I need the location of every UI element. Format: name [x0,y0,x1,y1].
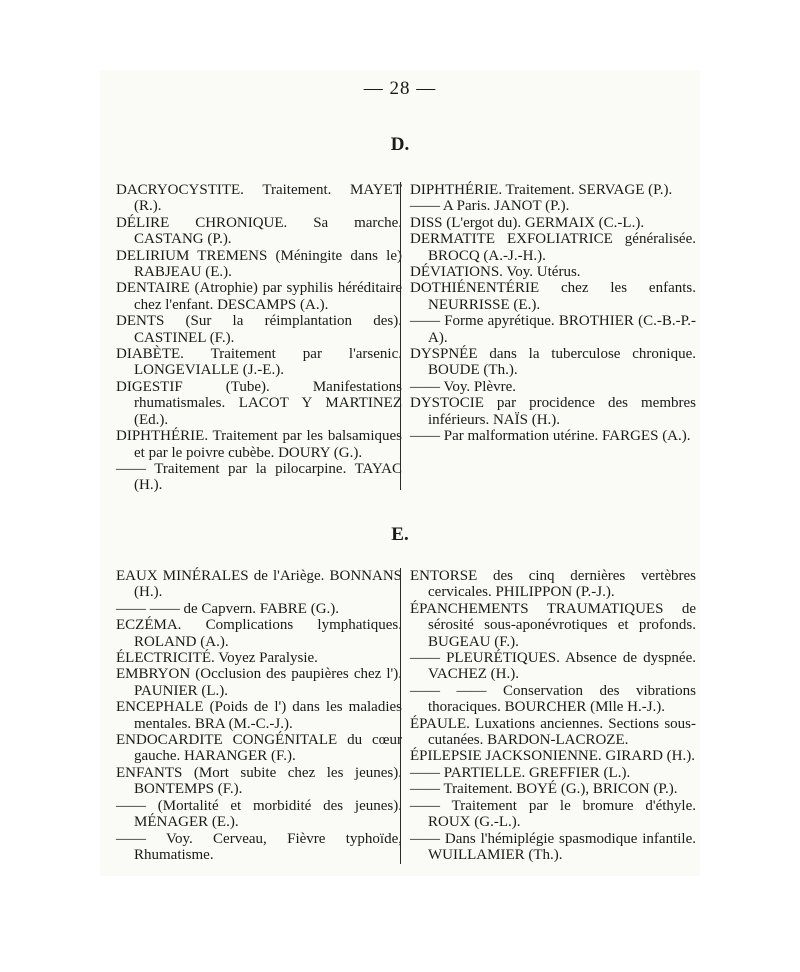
index-entry: DYSTOCIE par procidence des membres inférieurs. NAÏS (H.). [410,395,696,428]
page-number: — 28 — [363,78,437,99]
index-entry: —— PARTIELLE. GREFFIER (L.). [410,764,631,781]
index-entry: DIABÈTE. Traitement par l'arsenic. LONGEVIALLE (J.-E.). [116,346,402,379]
section-d-left-column [116,182,402,494]
index-entry: —— Dans l'hémiplégie spasmodique infantile. WUILLAMIER (Th.). [410,830,696,863]
index-entry: DYSPNÉE dans la tuberculose chronique. BOUDE (Th.). [410,346,696,379]
index-entry: DENTAIRE (Atrophie) par syphilis héréditaire chez l'enfant. DESCAMPS (A.). [116,280,402,313]
index-entry: DERMATITE EXFOLIATRICE généralisée. BROCQ (A.-J.-H.). [410,231,696,264]
column-divider-e [400,568,401,864]
index-entry: —— Par malformation utérine. FARGES (A.). [410,428,691,445]
section-letter-d: D. [390,134,410,155]
index-entry: DIPHTHÉRIE. Traitement par les balsamiques et par le poivre cubèbe. DOURY (G.). [116,428,402,461]
index-entry: DIGESTIF (Tube). Manifestations rhumatismales. LACOT Y MARTINEZ (Ed.). [116,378,402,428]
index-entry: —— Voy. Plèvre. [410,378,516,395]
section-d-right-column [410,182,696,445]
section-letter-e: E. [391,524,409,545]
section-e-left-column [116,568,402,863]
index-entry: DELIRIUM TREMENS (Méningite dans le) RABJEAU (E.). [116,247,402,281]
index-entry: —— Forme apyrétique. BROTHIER (C.-B.-P.-A). [410,313,696,346]
index-entry: DÉLIRE CHRONIQUE. Sa marche. CASTANG (P.). [116,214,402,248]
index-entry: DENTS (Sur la réimplantation des). CASTINEL (F.). [116,313,402,346]
index-entry: ECZÉMA. Complications lymphatiques. ROLAND (A.). [116,617,402,650]
index-entry: DIPHTHÉRIE. Traitement. SERVAGE (P.). [410,182,673,198]
index-entry: ÉLECTRICITÉ. Voyez Paralysie. [116,650,318,667]
index-entry: —— Traitement par le bromure d'éthyle. ROUX (G.-L.). [410,797,696,831]
index-entry: ÉPILEPSIE JACKSONIENNE. GIRARD (H.). [410,748,695,765]
index-entry: EAUX MINÉRALES de l'Ariège. BONNANS (H.). [116,568,402,601]
index-entry: DISS (L'ergot du). GERMAIX (C.-L.). [410,214,645,231]
index-entry: —— A Paris. JANOT (P.). [410,198,570,215]
index-entry: —— PLEURÉTIQUES. Absence de dyspnée. VACHEZ (H.). [410,650,696,683]
index-entry: ÉPANCHEMENTS TRAUMATIQUES de sérosité sous-aponévrotiques et profonds. BUGEAU (F.). [410,600,696,650]
index-entry: DÉVIATIONS. Voy. Utérus. [410,264,581,281]
index-entry: ENCEPHALE (Poids de l') dans les maladies mentales. BRA (M.-C.-J.). [116,699,402,732]
index-entry: —— Traitement. BOYÉ (G.), BRICON (P.). [410,781,678,798]
index-entry: ENDOCARDITE CONGÉNITALE du cœur gauche. HARANGER (F.). [116,732,402,765]
column-divider-d [400,182,401,490]
index-entry: —— Voy. Cerveau, Fièvre typhoïde, Rhumatisme. [116,830,402,863]
index-entry: ÉPAULE. Luxations anciennes. Sections sous-cutanées. BARDON-LACROZE. [410,715,696,749]
index-entry: —— —— de Capvern. FABRE (G.). [116,600,340,617]
index-entry: DACRYOCYSTITE. Traitement. MAYET (R.). [116,182,402,215]
index-entry: —— (Mortalité et morbidité des jeunes). MÉNAGER (E.). [116,797,402,831]
index-entry: ENTORSE des cinq dernières vertèbres cervicales. PHILIPPON (P.-J.). [410,568,696,601]
index-entry: DOTHIÉNENTÉRIE chez les enfants. NEURRISSE (E.). [410,280,696,313]
index-entry: ENFANTS (Mort subite chez les jeunes). BONTEMPS (F.). [116,764,402,798]
index-entry: —— Traitement par la pilocarpine. TAYAC (H.). [116,460,402,494]
index-entry: —— —— Conservation des vibrations thoraciques. BOURCHER (Mlle H.-J.). [410,682,696,716]
section-e-right-column [410,568,696,863]
index-entry: EMBRYON (Occlusion des paupières chez l'). PAUNIER (L.). [116,666,402,699]
